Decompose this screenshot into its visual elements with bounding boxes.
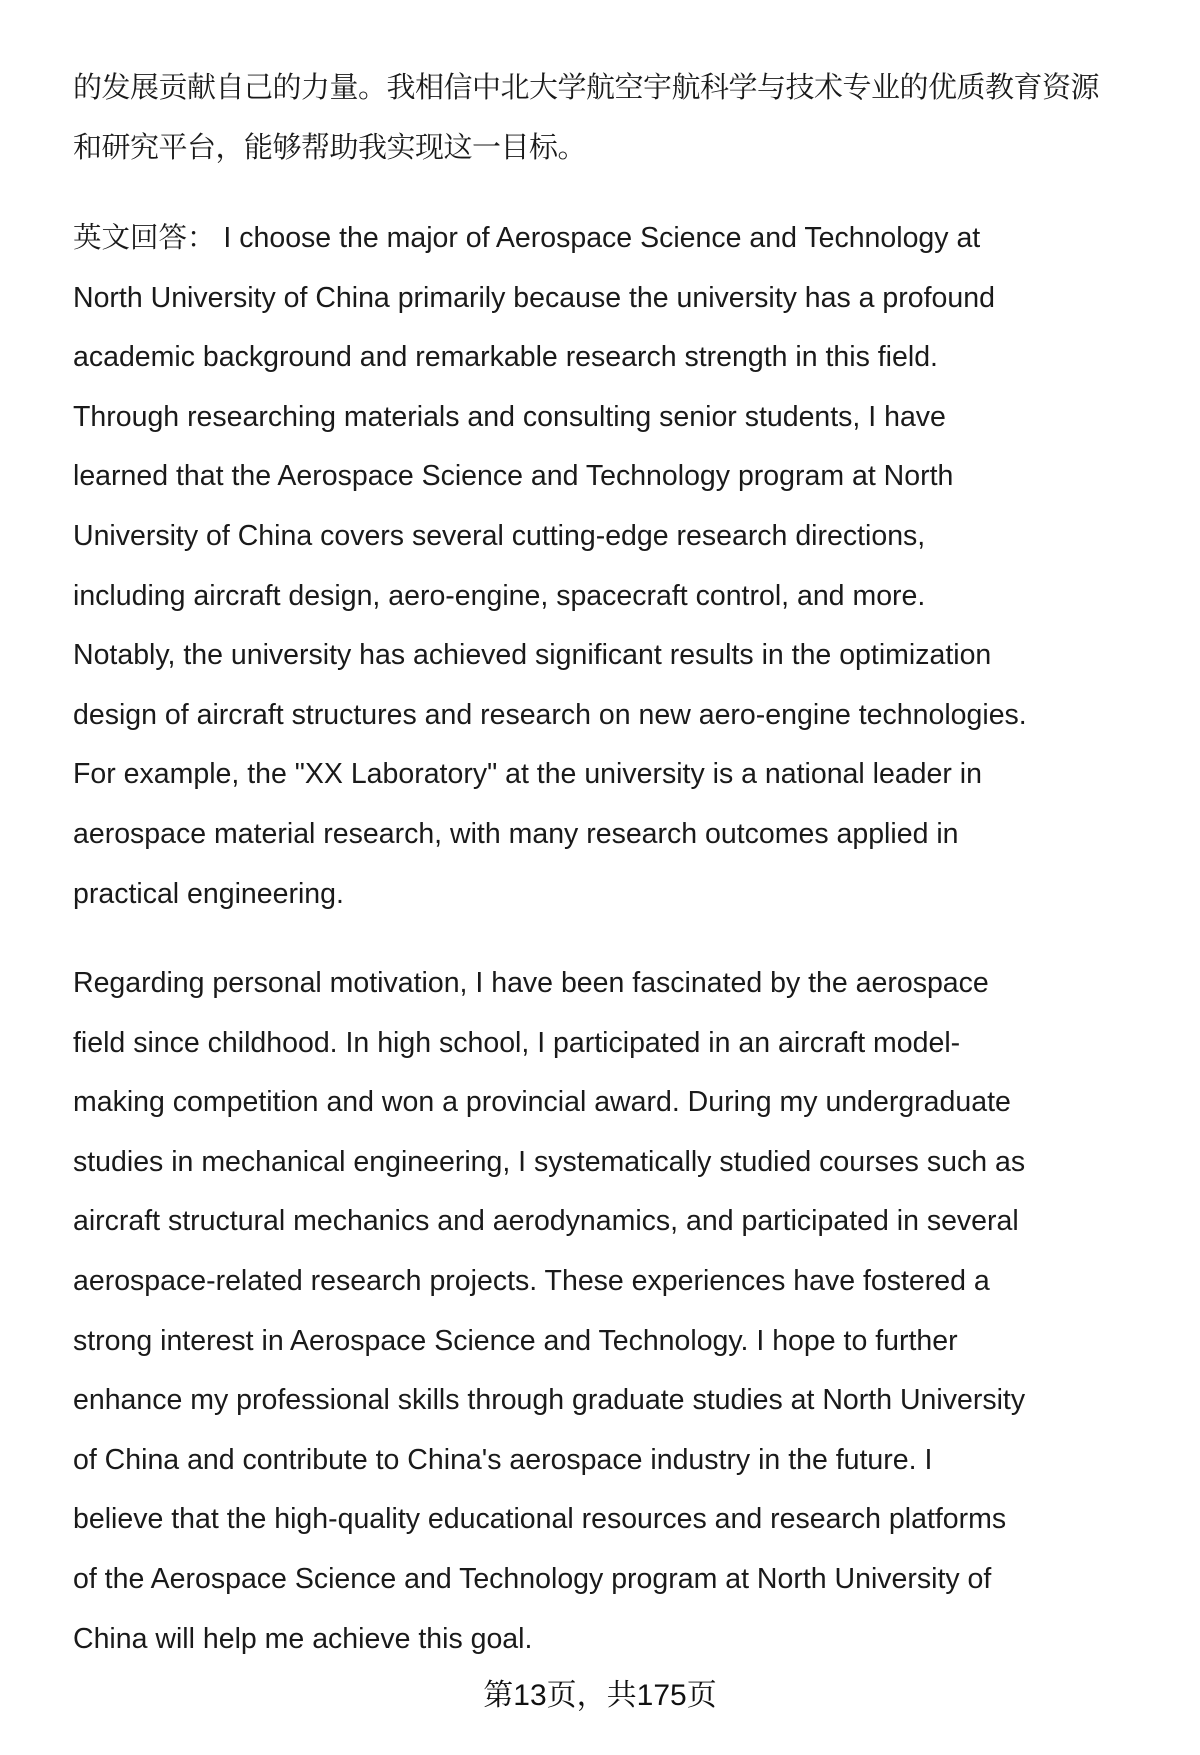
text-line: strong interest in Aerospace Science and Technology. I hope to further [73, 1324, 958, 1357]
text-line: For example, the "XX Laboratory" at the university is a national leader in [73, 758, 982, 791]
text-line: Through researching materials and consulting senior students, I have [73, 400, 946, 433]
text-line: Regarding personal motivation, I have been fascinated by the aerospace [73, 967, 989, 999]
text-line: 英文回答： I choose the major of Aerospace Science and Technology at [73, 222, 981, 254]
text-line: aerospace material research, with many research outcomes applied in [73, 817, 959, 850]
english-answer-paragraph [73, 209, 1163, 924]
text-line: enhance my professional skills through graduate studies at North University [73, 1384, 1026, 1417]
text-line: studies in mechanical engineering, I systematically studied courses such as [73, 1145, 1026, 1178]
text-line: 的发展贡献自己的力量。我相信中北大学航空宇航科学与技术专业的优质教育资源 [73, 72, 1100, 104]
motivation-paragraph [73, 954, 1163, 1669]
text-line: aerospace-related research projects. These experiences have fostered a [73, 1264, 990, 1297]
text-line: practical engineering. [73, 877, 344, 910]
text-line: China will help me achieve this goal. [73, 1622, 533, 1655]
text-line: field since childhood. In high school, I participated in an aircraft model- [73, 1026, 961, 1059]
text-line: North University of China primarily because the university has a profound [73, 281, 995, 314]
text-line: including aircraft design, aero-engine, spacecraft control, and more. [73, 579, 926, 612]
text-line: making competition and won a provincial award. During my undergraduate [73, 1086, 1011, 1119]
page-number-footer: 第13页，共175页 [483, 1679, 717, 1712]
text-line: learned that the Aerospace Science and Technology program at North [73, 460, 954, 493]
text-line: academic background and remarkable research strength in this field. [73, 341, 938, 374]
text-line: aircraft structural mechanics and aerodynamics, and participated in several [73, 1205, 1019, 1238]
text-line: believe that the high-quality educational resources and research platforms [73, 1503, 1007, 1536]
text-line: 和研究平台，能够帮助我实现这一目标。 [73, 131, 587, 164]
chinese-answer-paragraph [73, 59, 1163, 178]
text-line: design of aircraft structures and research on new aero-engine technologies. [73, 698, 1027, 731]
text-line: of the Aerospace Science and Technology program at North University of [73, 1562, 992, 1595]
text-line: of China and contribute to China's aerospace industry in the future. I [73, 1443, 933, 1476]
text-line: University of China covers several cutting-edge research directions, [73, 519, 926, 552]
text-line: Notably, the university has achieved significant results in the optimization [73, 639, 992, 672]
